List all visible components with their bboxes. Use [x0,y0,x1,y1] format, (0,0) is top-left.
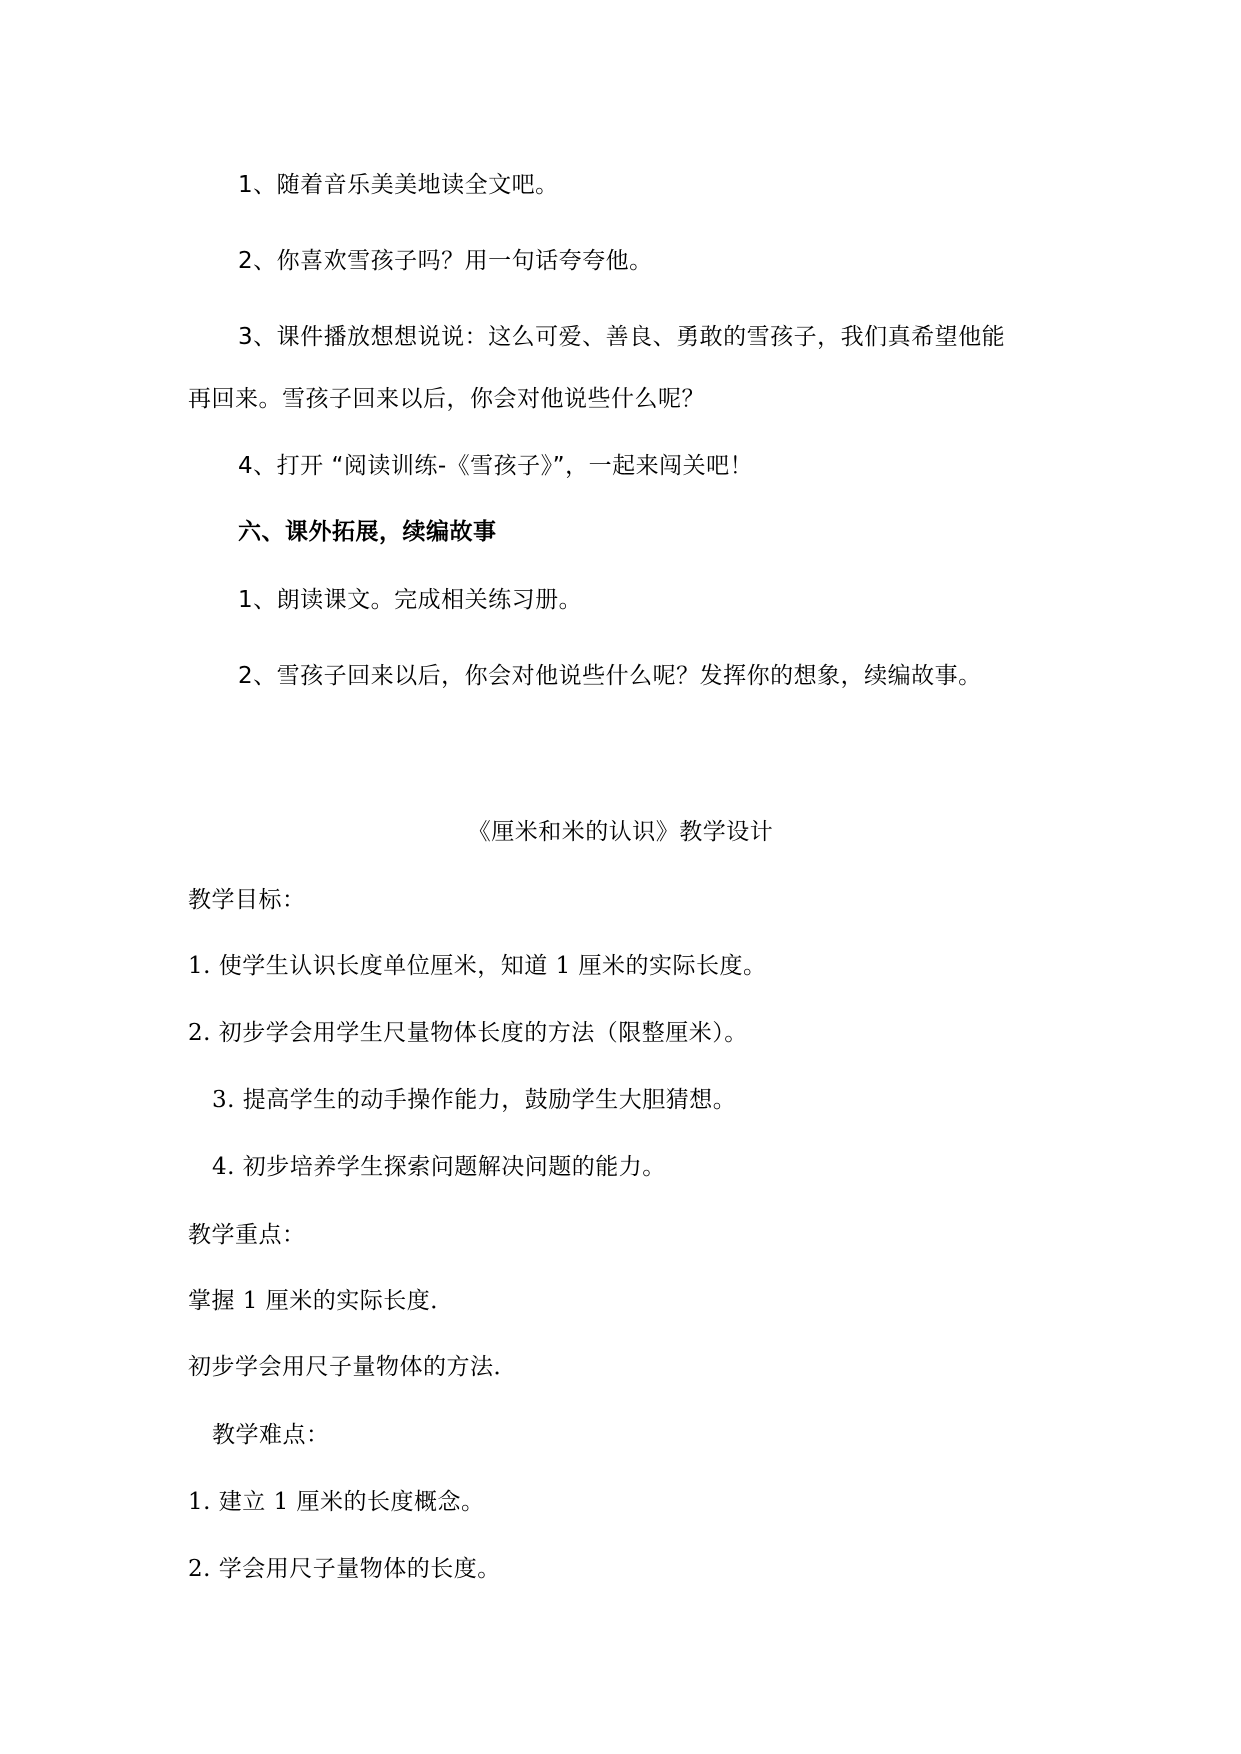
difficulties-heading: 教学难点： [212,1422,330,1448]
key-points-heading: 教学重点： [188,1222,306,1248]
goal-item-2: 2. 初步学会用学生尺量物体长度的方法（限整厘米）。 [188,1020,748,1046]
activity-item-1: 1、随着音乐美美地读全文吧。 [238,172,559,198]
section-heading-extension: 六、课外拓展，续编故事 [238,519,497,545]
goals-heading: 教学目标： [188,887,306,913]
activity-item-4: 4、打开 “阅读训练-《雪孩子》”，一起来闯关吧！ [238,453,754,479]
document-title: 《厘米和米的认识》教学设计 [467,819,774,845]
goal-item-4: 4. 初步培养学生探索问题解决问题的能力。 [212,1154,666,1180]
activity-item-3-continued: 再回来。雪孩子回来以后，你会对他说些什么呢？ [188,386,705,412]
difficulty-item-1: 1. 建立 1 厘米的长度概念。 [188,1489,485,1515]
extension-item-2: 2、雪孩子回来以后，你会对他说些什么呢？发挥你的想象，续编故事。 [238,663,982,689]
key-point-2: 初步学会用尺子量物体的方法． [188,1354,517,1380]
extension-item-1: 1、朗读课文。完成相关练习册。 [238,587,583,613]
activity-item-3: 3、课件播放想想说说：这么可爱、善良、勇敢的雪孩子，我们真希望他能 [238,324,1006,350]
key-point-1: 掌握 1 厘米的实际长度． [188,1288,454,1314]
difficulty-item-2: 2. 学会用尺子量物体的长度。 [188,1556,501,1582]
goal-item-3: 3. 提高学生的动手操作能力，鼓励学生大胆猜想。 [212,1087,737,1113]
activity-item-2: 2、你喜欢雪孩子吗？用一句话夸夸他。 [238,248,653,274]
goal-item-1: 1. 使学生认识长度单位厘米，知道 1 厘米的实际长度。 [188,953,767,979]
